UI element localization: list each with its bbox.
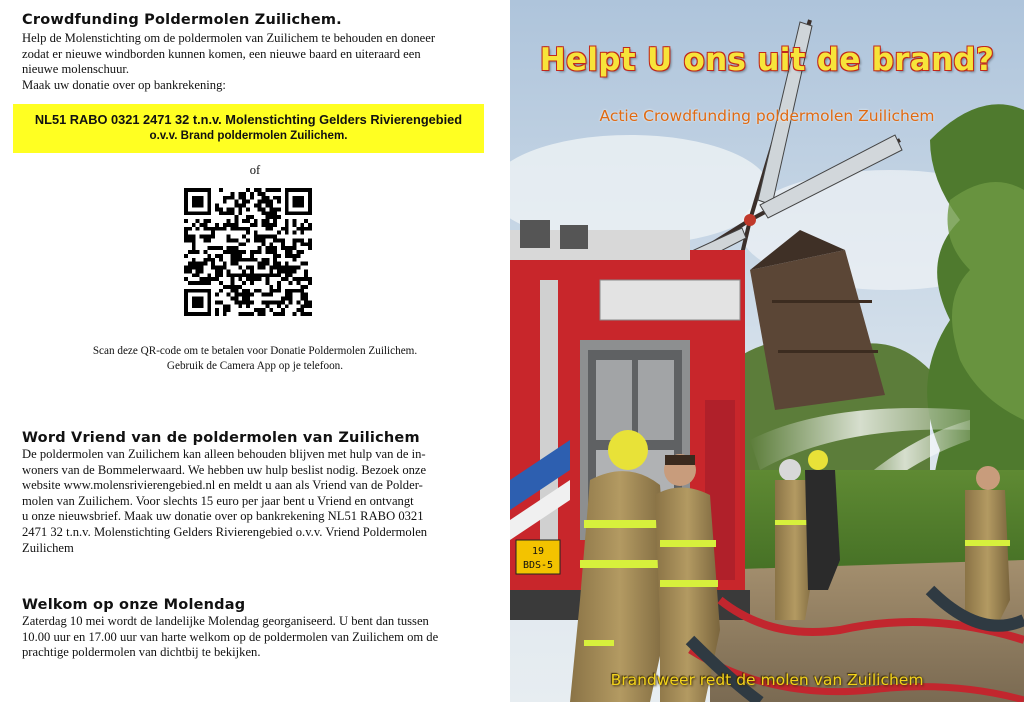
text-line: woners van de Bommelerwaard. We hebben uw hulp beslist nodig. Bezoek onze <box>22 462 427 477</box>
poster-title: Helpt U ons uit de brand? <box>539 42 995 78</box>
crowdfunding-text <box>22 31 492 93</box>
flyer-left-panel <box>0 0 510 702</box>
qr-caption-line: Gebruik de Camera App op je telefoon. <box>166 360 344 373</box>
text-line: website www.molensrivierengebied.nl en meldt u aan als Vriend van de Polder- <box>22 478 423 493</box>
text-line: Zuilichem <box>22 540 74 555</box>
text-line: Zaterdag 10 mei wordt de landelijke Molendag georganiseerd. U bent dan tussen <box>22 614 429 628</box>
text-line: molen van Zuilichem. Voor slechts 15 euro per jaar bent u Vriend en ontvangt <box>22 493 414 508</box>
bank-account-highlight <box>13 104 484 153</box>
firefighter-back <box>805 450 840 590</box>
molendag-text <box>22 614 492 661</box>
or-label: of <box>249 163 261 177</box>
firefighters-windmill-photo <box>510 0 1024 702</box>
text-line: zodat er nieuwe windborden kunnen komen, een nieuwe baard en uiteraard een <box>22 46 421 61</box>
vriend-heading: Word Vriend van de poldermolen van Zuilichem <box>22 430 420 446</box>
text-line: 10.00 uur en 17.00 uur van harte welkom op de poldermolen van Zuilichem om de <box>22 629 439 644</box>
vriend-text <box>22 447 492 556</box>
poster-photo-panel <box>510 0 1024 702</box>
text-line: u onze nieuwsbrief. Maak uw donatie over op bankrekening NL51 RABO 0321 <box>22 509 424 524</box>
bank-reference-line: o.v.v. Brand poldermolen Zuilichem. <box>149 129 348 142</box>
crowdfunding-heading: Crowdfunding Poldermolen Zuilichem. <box>22 12 342 28</box>
qr-code-icon[interactable] <box>184 188 312 316</box>
poster-subtitle: Actie Crowdfunding poldermolen Zuilichem <box>599 107 935 125</box>
poster-footer: Brandweer redt de molen van Zuilichem <box>610 671 924 689</box>
text-line: Help de Molenstichting om de poldermolen van Zuilichem te behouden en doneer <box>22 31 436 45</box>
text-line: nieuwe molenschuur. <box>22 62 130 77</box>
qr-caption-line: Scan deze QR-code om te betalen voor Donatie Poldermolen Zuilichem. <box>92 345 418 357</box>
bank-account-line: NL51 RABO 0321 2471 32 t.n.v. Molenstichting Gelders Rivierengebied <box>34 112 463 127</box>
license-plate-line: 19 <box>531 546 545 557</box>
text-line: prachtige poldermolen van dichtbij te bekijken. <box>22 645 261 660</box>
license-plate-line: BDS-5 <box>522 560 554 571</box>
text-line: Maak uw donatie over op bankrekening: <box>22 77 226 92</box>
text-line: 2471 32 t.n.v. Molenstichting Gelders Rivierengebied o.v.v. Vriend Poldermolen <box>22 524 428 539</box>
text-line: De poldermolen van Zuilichem kan alleen behouden blijven met hulp van de in- <box>22 447 426 461</box>
molendag-heading: Welkom op onze Molendag <box>22 597 246 613</box>
qr-caption <box>0 344 510 374</box>
